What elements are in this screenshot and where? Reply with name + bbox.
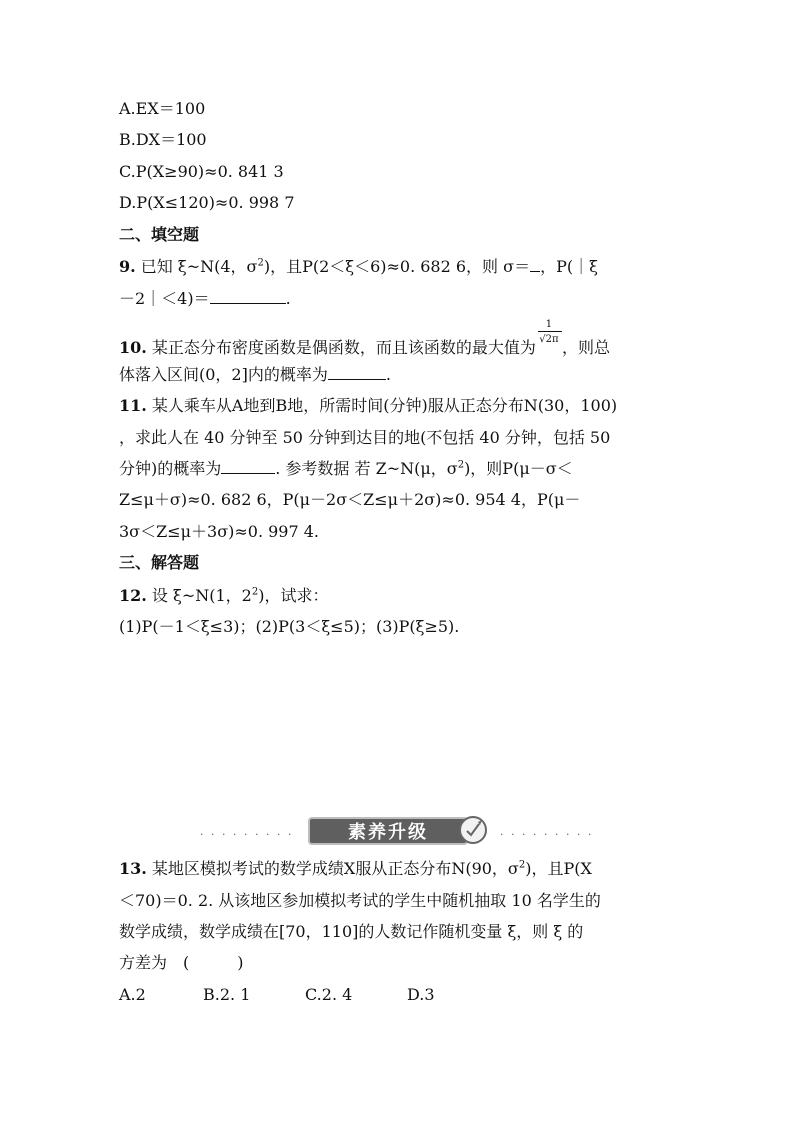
question-13-line-1: 13. 某地区模拟考试的数学成绩X服从正态分布N(90，$\sigma^2$)，且P(X: [119, 859, 592, 878]
question-9-line-1: 9. 已知 ξ~N(4，$\sigma^2$)，且P(2＜ξ＜6)≈0. 682 6，则 σ＝ ，P(｜ξ: [119, 257, 598, 276]
answer-blank-q10[interactable]: [328, 365, 386, 380]
section-fill-blank-heading: 二、填空题: [119, 225, 200, 244]
option-c: C.P(X≥90)≈0. 841 3: [119, 162, 284, 181]
choice-c[interactable]: C.2. 4: [305, 985, 353, 1004]
question-9-line-2: －2｜＜4)＝ .: [119, 289, 291, 308]
banner-title: 素养升级: [308, 817, 468, 845]
fraction-1-over-sqrt-2pi: $\frac{1}{√2\pi}$: [536, 333, 562, 353]
option-d: D.P(X≤120)≈0. 998 7: [119, 193, 295, 212]
question-12-line-2: (1)P(－1＜ξ≤3)；(2)P(3＜ξ≤5)；(3)P(ξ≥5).: [119, 617, 460, 636]
question-11-line-1: 11. 某人乘车从A地到B地，所需时间(分钟)服从正态分布N(30，100): [119, 396, 618, 415]
option-a: A.EX＝100: [119, 99, 206, 118]
section-answer-heading: 三、解答题: [119, 553, 200, 572]
question-11-line-5: 3σ＜Z≤μ＋3σ)≈0. 997 4.: [119, 522, 320, 541]
answer-blank-sigma[interactable]: [530, 257, 540, 272]
question-13-line-3: 数学成绩，数学成绩在[70，110]的人数记作随机变量 ξ，则 ξ 的: [119, 922, 584, 941]
banner-dots-left: · · · · · · · · ·: [200, 828, 294, 841]
question-10-line-1: 10. 某正态分布密度函数是偶函数，而且该函数的最大值为 $\frac{1}{√2\pi}$ ，则总: [119, 319, 610, 357]
question-11-line-4: Z≤μ＋σ)≈0. 682 6，P(μ－2σ＜Z≤μ＋2σ)≈0. 954 4，P(μ－: [119, 490, 581, 509]
question-13-line-4: 方差为 ( ): [119, 953, 244, 972]
question-12-line-1: 12. 设 ξ~N(1，$2^2$)，试求：: [119, 586, 329, 605]
answer-blank-q9[interactable]: [210, 289, 286, 304]
question-11-line-2: ，求此人在 40 分钟至 50 分钟到达目的地(不包括 40 分钟，包括 50: [119, 428, 611, 447]
choice-a[interactable]: A.2: [119, 985, 146, 1004]
choice-d[interactable]: D.3: [407, 985, 435, 1004]
question-9-number: 9.: [119, 257, 136, 276]
pencil-badge-icon: [458, 815, 488, 845]
question-11-number: 11.: [119, 396, 147, 415]
question-11-line-3: 分钟)的概率为 . 参考数据 若 Z~N(μ，$\sigma^2$)，则P(μ－σ＜: [119, 459, 573, 478]
banner-dots-right: · · · · · · · · ·: [500, 828, 594, 841]
section-banner: [200, 815, 594, 849]
question-13-line-2: ＜70)＝0. 2. 从该地区参加模拟考试的学生中随机抽取 10 名学生的: [119, 891, 601, 910]
question-12-number: 12.: [119, 586, 147, 605]
question-13-number: 13.: [119, 859, 147, 878]
question-10-line-2: 体落入区间(0，2]内的概率为 .: [119, 365, 391, 384]
choice-b[interactable]: B.2. 1: [203, 985, 251, 1004]
answer-blank-q11[interactable]: [221, 459, 275, 474]
question-13-choices: [119, 985, 435, 1005]
question-10-number: 10.: [119, 338, 147, 357]
option-b: B.DX＝100: [119, 130, 207, 149]
